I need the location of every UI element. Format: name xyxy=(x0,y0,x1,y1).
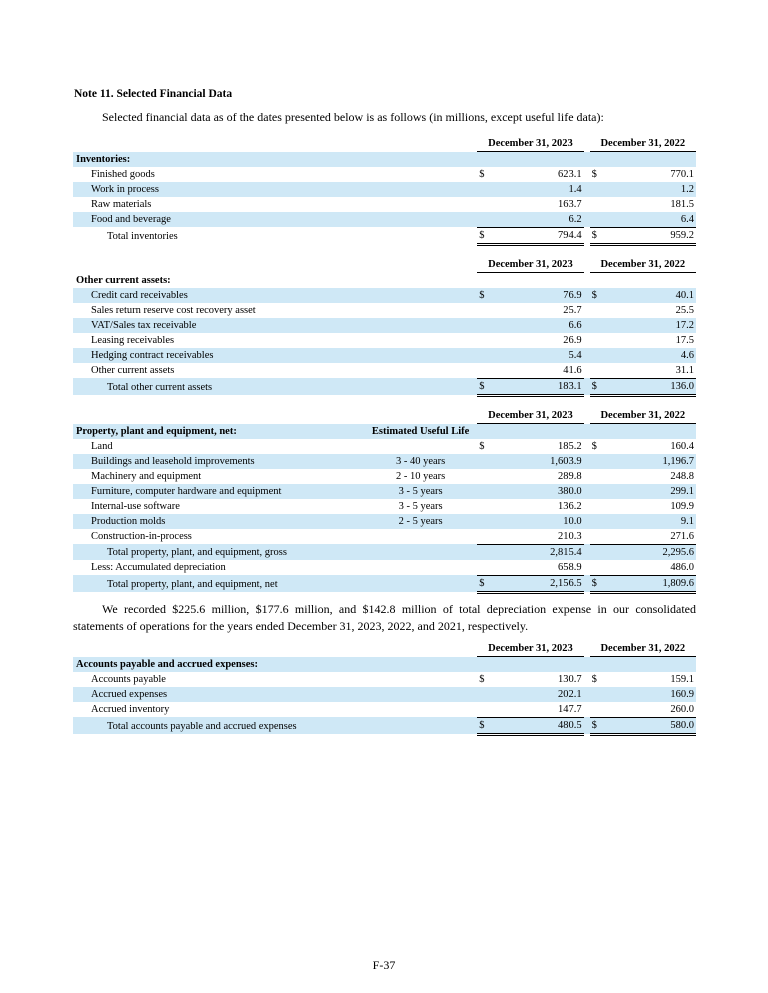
value-2023: 1.4 xyxy=(491,182,583,197)
column-header-2022: December 31, 2022 xyxy=(590,136,696,152)
row-label: Land xyxy=(91,440,113,452)
value-2023: 163.7 xyxy=(557,198,582,210)
total-value-2022: 580.0 xyxy=(604,717,696,734)
total-row xyxy=(73,227,696,244)
currency-symbol: $ xyxy=(590,227,604,244)
total-row xyxy=(73,378,696,395)
currency-symbol: $ xyxy=(591,673,597,685)
useful-life: 2 - 5 years xyxy=(364,514,477,529)
row-label: Accrued inventory xyxy=(91,704,170,715)
intro-text: Selected financial data as of the dates presented below is as follows (in millions, except useful life data): xyxy=(102,110,604,124)
section-label: Accounts payable and accrued expenses: xyxy=(73,657,364,672)
subtotal-row xyxy=(73,544,696,560)
table-row xyxy=(73,197,696,212)
table-row xyxy=(73,702,696,718)
row-label: Work in process xyxy=(73,182,364,197)
currency-symbol: $ xyxy=(590,575,604,592)
value-2023: 289.8 xyxy=(557,470,582,482)
total-row xyxy=(73,575,696,592)
row-label: VAT/Sales tax receivable xyxy=(73,318,364,333)
total-value-2023: 2,156.5 xyxy=(491,575,583,592)
section-label: Property, plant and equipment, net: xyxy=(73,424,364,439)
total-value-2023: 183.1 xyxy=(491,378,583,395)
useful-life: 3 - 40 years xyxy=(364,454,477,469)
table-row xyxy=(73,333,696,348)
useful-life xyxy=(364,529,477,545)
table-row xyxy=(73,288,696,303)
table-row xyxy=(73,454,696,469)
row-label: Machinery and equipment xyxy=(91,470,202,482)
value-2023: 41.6 xyxy=(563,364,582,376)
column-header-2023: December 31, 2023 xyxy=(477,641,583,657)
value-2023: 6.6 xyxy=(491,318,583,333)
column-header-2023: December 31, 2023 xyxy=(477,136,583,152)
row-label: Furniture, computer hardware and equipment xyxy=(73,484,364,499)
table-row xyxy=(73,499,696,514)
value-2023: 202.1 xyxy=(491,687,583,702)
currency-symbol: $ xyxy=(479,440,485,452)
table-row xyxy=(73,469,696,484)
depreciation-row xyxy=(73,560,696,576)
column-header-2022: December 31, 2022 xyxy=(590,641,696,657)
value-2023: 76.9 xyxy=(491,288,583,303)
total-label: Total accounts payable and accrued expenses xyxy=(73,717,364,734)
row-label: Raw materials xyxy=(91,198,152,210)
useful-life xyxy=(364,439,477,454)
value-2023: 26.9 xyxy=(563,334,582,346)
value-2022: 271.6 xyxy=(670,530,694,542)
total-value-2022: 1,809.6 xyxy=(604,575,696,592)
section-header-row xyxy=(73,273,696,288)
currency-symbol: $ xyxy=(479,673,485,685)
value-2022: 1,196.7 xyxy=(604,454,696,469)
value-2023: 25.7 xyxy=(563,304,582,316)
table-row xyxy=(73,167,696,182)
value-2022: 31.1 xyxy=(675,364,694,376)
total-value-2022: 136.0 xyxy=(604,378,696,395)
value-2022: 17.5 xyxy=(675,334,694,346)
row-label: Accounts payable xyxy=(91,673,166,685)
total-label: Total inventories xyxy=(107,231,178,242)
total-label: Total property, plant, and equipment, net xyxy=(73,575,364,592)
useful-life-header: Estimated Useful Life xyxy=(364,424,477,439)
table-row xyxy=(73,687,696,702)
value-2023: 623.1 xyxy=(557,168,582,180)
value-2022: 248.8 xyxy=(670,470,694,482)
value-2023: 136.2 xyxy=(557,500,582,512)
section-label: Inventories: xyxy=(73,152,364,167)
subtotal-label: Total property, plant, and equipment, gross xyxy=(73,544,364,560)
table-row xyxy=(73,439,696,454)
total-value-2023: 794.4 xyxy=(491,227,583,244)
currency-symbol: $ xyxy=(477,288,491,303)
section-label: Other current assets: xyxy=(76,274,171,286)
total-value-2022: 959.2 xyxy=(604,227,696,244)
accounts-payable-table xyxy=(73,641,696,736)
row-label: Finished goods xyxy=(91,168,155,180)
depreciation-paragraph xyxy=(73,601,696,635)
row-label: Construction-in-process xyxy=(91,531,192,542)
value-2022: 1.2 xyxy=(604,182,696,197)
row-label: Accrued expenses xyxy=(73,687,364,702)
column-header-2023: December 31, 2023 xyxy=(477,257,583,273)
value-2022: 160.4 xyxy=(670,440,694,452)
column-header-2022: December 31, 2022 xyxy=(590,257,696,273)
table-row xyxy=(73,212,696,228)
page-number: F-37 xyxy=(372,958,396,972)
row-label: Credit card receivables xyxy=(73,288,364,303)
currency-symbol: $ xyxy=(590,288,604,303)
value-2022: 181.5 xyxy=(670,198,694,210)
row-label: Food and beverage xyxy=(73,212,364,228)
currency-symbol: $ xyxy=(591,168,597,180)
value-2022: 109.9 xyxy=(670,500,694,512)
value-2023: 147.7 xyxy=(557,703,582,715)
value-2023: 5.4 xyxy=(491,348,583,363)
value-2023: 210.3 xyxy=(557,530,582,542)
table-row xyxy=(73,182,696,197)
value-2022: 770.1 xyxy=(670,168,694,180)
ppe-table xyxy=(73,408,696,594)
useful-life: 3 - 5 years xyxy=(398,500,443,512)
table-row xyxy=(73,484,696,499)
currency-symbol: $ xyxy=(477,227,491,244)
useful-life: 3 - 5 years xyxy=(364,484,477,499)
currency-symbol: $ xyxy=(477,378,491,395)
value-2022: 25.5 xyxy=(675,304,694,316)
total-value-2023: 480.5 xyxy=(491,717,583,734)
section-header-row xyxy=(73,657,696,672)
column-header-2022: December 31, 2022 xyxy=(590,408,696,424)
value-2022: 260.0 xyxy=(670,703,694,715)
currency-symbol: $ xyxy=(590,717,604,734)
table-row xyxy=(73,303,696,318)
other-current-assets-table xyxy=(73,257,696,397)
value-2023: 1,603.9 xyxy=(491,454,583,469)
note-title: Note 11. Selected Financial Data xyxy=(74,88,233,100)
value-2023: 185.2 xyxy=(557,440,582,452)
table-row xyxy=(73,318,696,333)
value-2022: 160.9 xyxy=(604,687,696,702)
section-header-row xyxy=(73,152,696,167)
depreciation-value-2023: 658.9 xyxy=(557,561,582,573)
currency-symbol: $ xyxy=(477,717,491,734)
currency-symbol: $ xyxy=(477,575,491,592)
value-2022: 17.2 xyxy=(604,318,696,333)
row-label: Leasing receivables xyxy=(91,334,175,346)
value-2022: 299.1 xyxy=(604,484,696,499)
total-label: Total other current assets xyxy=(73,378,364,395)
table-row xyxy=(73,363,696,379)
value-2023: 130.7 xyxy=(557,673,582,685)
value-2023: 380.0 xyxy=(491,484,583,499)
value-2022: 9.1 xyxy=(604,514,696,529)
table-row xyxy=(73,514,696,529)
gross-value-2022: 2,295.6 xyxy=(604,544,696,560)
value-2022: 4.6 xyxy=(604,348,696,363)
row-label: Other current assets xyxy=(91,365,175,376)
column-header-2023: December 31, 2023 xyxy=(477,408,583,424)
gross-value-2023: 2,815.4 xyxy=(491,544,583,560)
table-row xyxy=(73,529,696,545)
section-header-row xyxy=(73,424,696,439)
inventories-table xyxy=(73,136,696,246)
currency-symbol: $ xyxy=(591,440,597,452)
total-row xyxy=(73,717,696,734)
value-2023: 10.0 xyxy=(491,514,583,529)
value-2022: 6.4 xyxy=(604,212,696,228)
row-label: Sales return reserve cost recovery asset xyxy=(91,304,256,316)
currency-symbol: $ xyxy=(479,168,485,180)
depreciation-text: We recorded $225.6 million, $177.6 million, and $142.8 million of total depreciation expense in our consolidated statements of operations for the years ended December 31, 2023, 2022, and 2021, respectively. xyxy=(73,602,696,633)
depreciation-label: Less: Accumulated depreciation xyxy=(91,562,226,573)
depreciation-value-2022: 486.0 xyxy=(670,561,694,573)
value-2022: 40.1 xyxy=(604,288,696,303)
currency-symbol: $ xyxy=(590,378,604,395)
row-label: Production molds xyxy=(73,514,364,529)
value-2022: 159.1 xyxy=(670,673,694,685)
table-row xyxy=(73,672,696,687)
row-label: Hedging contract receivables xyxy=(73,348,364,363)
table-row xyxy=(73,348,696,363)
row-label: Buildings and leasehold improvements xyxy=(73,454,364,469)
value-2023: 6.2 xyxy=(491,212,583,228)
row-label: Internal-use software xyxy=(91,500,180,512)
useful-life: 2 - 10 years xyxy=(395,470,446,482)
